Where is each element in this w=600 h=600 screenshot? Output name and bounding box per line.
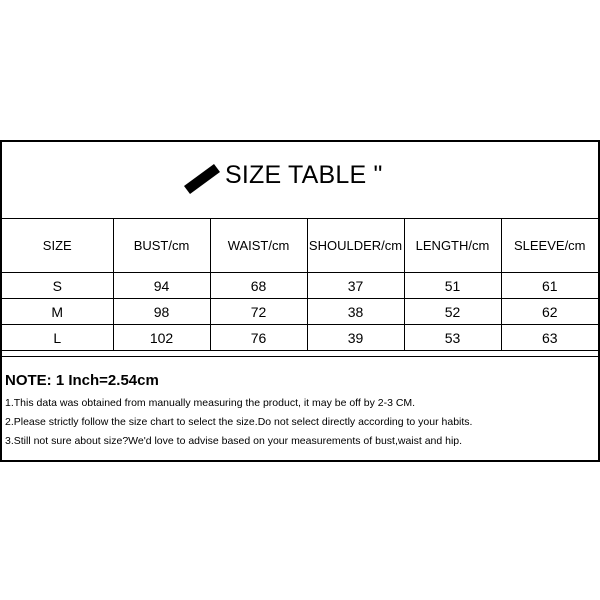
cell-length: 53 <box>404 325 501 351</box>
note-heading: NOTE: 1 Inch=2.54cm <box>5 372 159 389</box>
cell-length: 52 <box>404 299 501 325</box>
cell-sleeve: 63 <box>501 325 598 351</box>
cell-bust: 94 <box>113 273 210 299</box>
cell-shoulder: 38 <box>307 299 404 325</box>
cell-shoulder: 37 <box>307 273 404 299</box>
notes-section <box>2 356 598 461</box>
title-row <box>2 142 598 219</box>
table-header-row <box>2 218 598 273</box>
cell-sleeve: 62 <box>501 299 598 325</box>
cell-size: L <box>2 325 113 351</box>
table-row <box>2 273 598 299</box>
cell-shoulder: 39 <box>307 325 404 351</box>
header-shoulder: SHOULDER/cm <box>307 218 404 273</box>
header-sleeve: SLEEVE/cm <box>501 218 598 273</box>
header-length: LENGTH/cm <box>404 218 501 273</box>
table-row <box>2 325 598 351</box>
cell-bust: 98 <box>113 299 210 325</box>
cell-waist: 76 <box>210 325 307 351</box>
cell-sleeve: 61 <box>501 273 598 299</box>
note-line: 2.Please strictly follow the size chart to select the size.Do not select directly according to your habits. <box>5 416 473 428</box>
size-chart-sheet <box>0 140 600 462</box>
size-table <box>2 218 598 351</box>
cell-waist: 68 <box>210 273 307 299</box>
cell-length: 51 <box>404 273 501 299</box>
header-size: SIZE <box>2 218 113 273</box>
cell-waist: 72 <box>210 299 307 325</box>
note-line: 3.Still not sure about size?We'd love to advise based on your measurements of bust,waist and hip. <box>5 435 463 447</box>
pen-stroke-icon <box>182 160 222 200</box>
table-row <box>2 299 598 325</box>
header-bust: BUST/cm <box>113 218 210 273</box>
cell-size: M <box>2 299 113 325</box>
cell-bust: 102 <box>113 325 210 351</box>
header-waist: WAIST/cm <box>210 218 307 273</box>
note-line: 1.This data was obtained from manually measuring the product, it may be off by 2-3 CM. <box>5 397 416 409</box>
page-title: SIZE TABLE " <box>225 161 383 189</box>
cell-size: S <box>2 273 113 299</box>
